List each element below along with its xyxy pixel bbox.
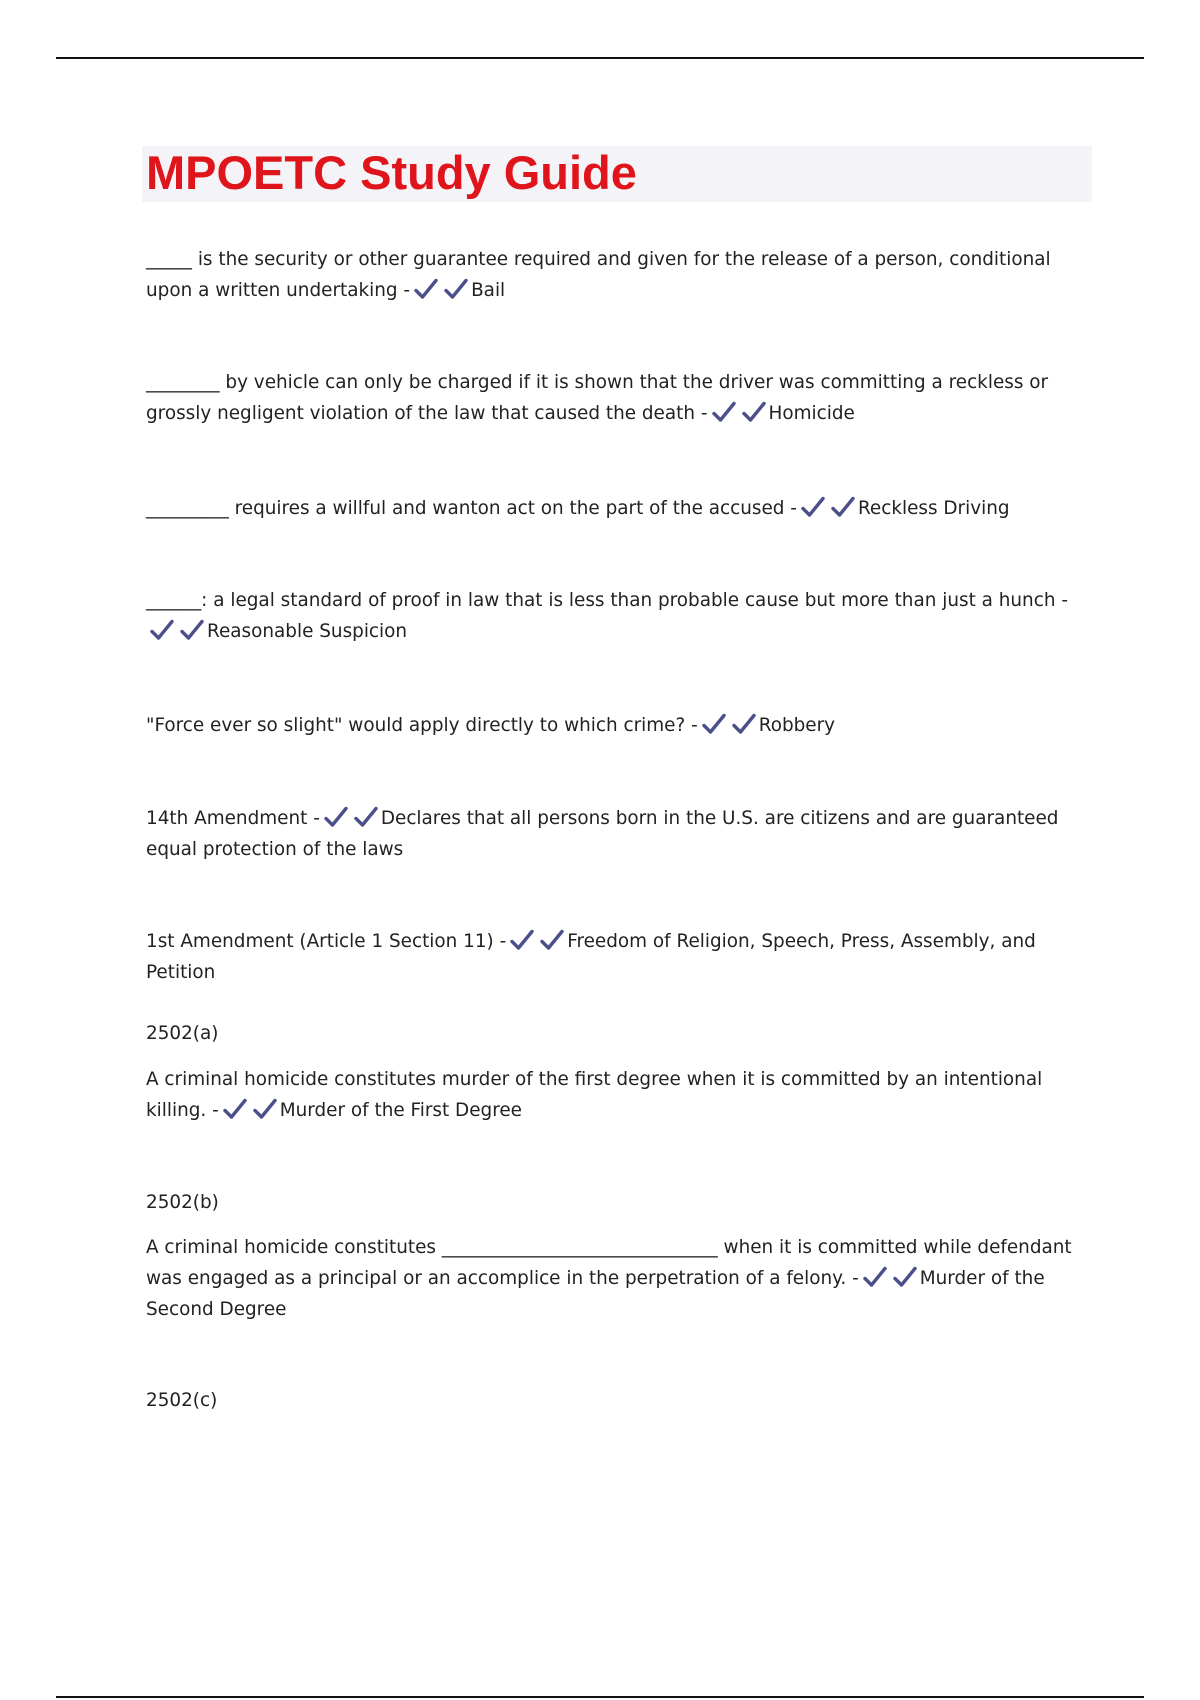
- checkmark-icon: [180, 619, 204, 641]
- qa-item-bail: [146, 244, 1096, 306]
- answer-text: Freedom of Religion, Speech, Press, Assembly, and Petition: [146, 931, 1036, 983]
- checkmark-icon: [324, 806, 348, 828]
- answer-text: Homicide: [768, 403, 855, 424]
- question-text: 14th Amendment -: [146, 808, 320, 829]
- checkmark-icon: [732, 713, 756, 735]
- bottom-rule: [56, 1696, 1144, 1698]
- question-text: ______: a legal standard of proof in law that is less than probable cause but more than just a hunch -: [146, 590, 1068, 611]
- top-rule: [56, 57, 1144, 59]
- answer-text: Murder of the First Degree: [279, 1100, 522, 1121]
- question-text: _________ requires a willful and wanton act on the part of the accused -: [146, 498, 797, 519]
- page-title: MPOETC Study Guide: [146, 146, 637, 199]
- qa-item-robbery: [146, 710, 1096, 741]
- checkmark-icon: [510, 929, 534, 951]
- section-label-2502b: 2502(b): [146, 1192, 219, 1213]
- question-text: "Force ever so slight" would apply directly to which crime? -: [146, 715, 698, 736]
- checkmark-icon: [831, 496, 855, 518]
- qa-item-reckless-driving: [146, 493, 1096, 524]
- checkmark-icon: [223, 1098, 247, 1120]
- section-label-2502a: 2502(a): [146, 1023, 219, 1044]
- checkmark-icon: [742, 401, 766, 423]
- checkmark-icon: [150, 619, 174, 641]
- qa-item-14th-amendment: [146, 803, 1096, 865]
- question-text: _____ is the security or other guarantee required and given for the release of a person, conditional upon a written undertaking -: [146, 249, 1051, 301]
- qa-item-reasonable-suspicion: [146, 585, 1096, 647]
- question-text: 1st Amendment (Article 1 Section 11) -: [146, 931, 507, 952]
- checkmark-icon: [863, 1266, 887, 1288]
- checkmark-icon: [414, 278, 438, 300]
- checkmark-icon: [702, 713, 726, 735]
- qa-item-homicide: [146, 367, 1096, 429]
- checkmark-icon: [801, 496, 825, 518]
- qa-item-2502a: [146, 1064, 1096, 1126]
- answer-text: Bail: [471, 280, 506, 301]
- answer-text: Robbery: [758, 715, 836, 736]
- checkmark-icon: [893, 1266, 917, 1288]
- qa-item-2502b: [146, 1232, 1096, 1325]
- question-text: A criminal homicide constitutes murder of the first degree when it is committed by an intentional killing. -: [146, 1069, 1043, 1121]
- checkmark-icon: [444, 278, 468, 300]
- question-text: A criminal homicide constitutes ______________________________ when it is committed while defendant was engaged as a principal or an accomplice in the perpetration of a felony. -: [146, 1237, 1072, 1289]
- checkmark-icon: [253, 1098, 277, 1120]
- section-label-2502c: 2502(c): [146, 1390, 218, 1411]
- answer-text: Reckless Driving: [857, 498, 1010, 519]
- question-text: ________ by vehicle can only be charged if it is shown that the driver was committing a reckless or grossly negligent violation of the law that caused the death -: [146, 372, 1049, 424]
- checkmark-icon: [712, 401, 736, 423]
- answer-text: Reasonable Suspicion: [207, 621, 408, 642]
- checkmark-icon: [354, 806, 378, 828]
- answer-text: Declares that all persons born in the U.S. are citizens and are guaranteed equal protection of the laws: [146, 808, 1059, 860]
- qa-item-1st-amendment: [146, 926, 1096, 988]
- checkmark-icon: [540, 929, 564, 951]
- answer-text: Murder of the Second Degree: [146, 1268, 1045, 1320]
